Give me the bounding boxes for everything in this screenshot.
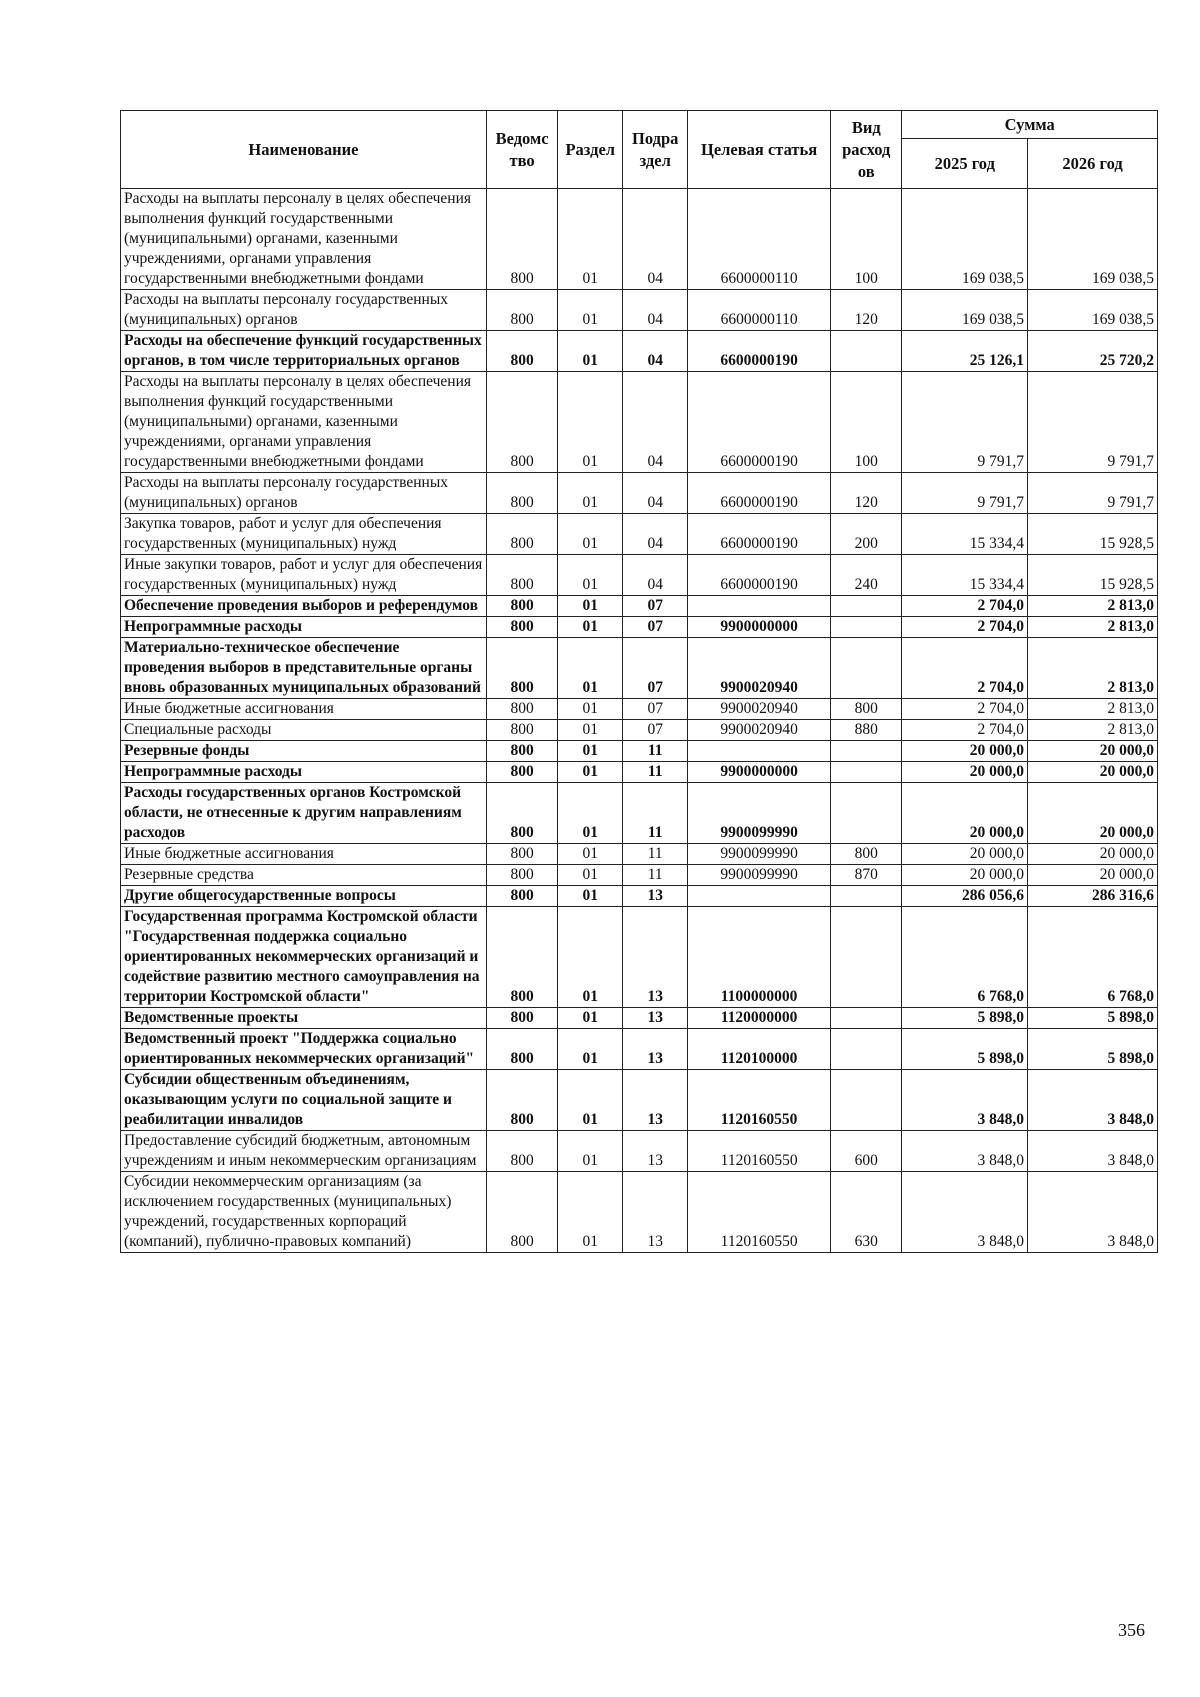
cell-vedomstvo: 800 [486, 865, 557, 886]
cell-razdel: 01 [558, 189, 623, 290]
cell-sum-2026: 3 848,0 [1028, 1131, 1158, 1172]
cell-sum-2025: 5 898,0 [902, 1029, 1028, 1070]
cell-tselevaya-statya: 1120160550 [688, 1172, 831, 1253]
cell-name: Расходы на выплаты персоналу в целях обеспечения выполнения функций государственными (муниципальными) органами, казенными учреждениями, органами управления государственными внебюджетными фондами [121, 372, 487, 473]
cell-sum-2025: 3 848,0 [902, 1172, 1028, 1253]
cell-tselevaya-statya: 1120160550 [688, 1131, 831, 1172]
cell-tselevaya-statya: 1120100000 [688, 1029, 831, 1070]
cell-name: Субсидии общественным объединениям, оказывающим услуги по социальной защите и реабилитации инвалидов [121, 1070, 487, 1131]
cell-razdel: 01 [558, 638, 623, 699]
table-body [121, 189, 1158, 1253]
cell-tselevaya-statya: 1120000000 [688, 1008, 831, 1029]
cell-vid-raskhodov: 630 [831, 1172, 902, 1253]
cell-tselevaya-statya: 9900000000 [688, 617, 831, 638]
cell-sum-2025: 9 791,7 [902, 473, 1028, 514]
cell-name: Иные бюджетные ассигнования [121, 699, 487, 720]
table-row [121, 886, 1158, 907]
table-row [121, 1131, 1158, 1172]
table-row [121, 596, 1158, 617]
table-row [121, 638, 1158, 699]
cell-vid-raskhodov [831, 596, 902, 617]
cell-name: Иные бюджетные ассигнования [121, 844, 487, 865]
cell-vedomstvo: 800 [486, 1070, 557, 1131]
cell-sum-2026: 20 000,0 [1028, 783, 1158, 844]
cell-sum-2026: 9 791,7 [1028, 372, 1158, 473]
cell-sum-2026: 169 038,5 [1028, 189, 1158, 290]
cell-razdel: 01 [558, 1172, 623, 1253]
cell-podrazdel: 04 [623, 473, 688, 514]
cell-name: Обеспечение проведения выборов и референдумов [121, 596, 487, 617]
cell-vid-raskhodov [831, 638, 902, 699]
cell-razdel: 01 [558, 886, 623, 907]
cell-vid-raskhodov [831, 886, 902, 907]
cell-sum-2025: 20 000,0 [902, 783, 1028, 844]
header-razdel: Раздел [558, 111, 623, 189]
cell-name: Резервные средства [121, 865, 487, 886]
cell-sum-2026: 9 791,7 [1028, 473, 1158, 514]
cell-vedomstvo: 800 [486, 555, 557, 596]
cell-razdel: 01 [558, 617, 623, 638]
cell-sum-2025: 2 704,0 [902, 720, 1028, 741]
cell-razdel: 01 [558, 783, 623, 844]
cell-razdel: 01 [558, 331, 623, 372]
cell-vedomstvo: 800 [486, 638, 557, 699]
cell-vedomstvo: 800 [486, 514, 557, 555]
cell-sum-2025: 169 038,5 [902, 290, 1028, 331]
cell-tselevaya-statya: 9900020940 [688, 699, 831, 720]
cell-sum-2025: 2 704,0 [902, 617, 1028, 638]
table-row [121, 555, 1158, 596]
table-row [121, 372, 1158, 473]
cell-tselevaya-statya: 9900020940 [688, 720, 831, 741]
cell-razdel: 01 [558, 290, 623, 331]
header-vid-raskhodov: Вид расход ов [831, 111, 902, 189]
cell-sum-2025: 20 000,0 [902, 844, 1028, 865]
cell-name: Предоставление субсидий бюджетным, автономным учреждениям и иным некоммерческим организациям [121, 1131, 487, 1172]
cell-podrazdel: 04 [623, 189, 688, 290]
cell-name: Непрограммные расходы [121, 762, 487, 783]
cell-razdel: 01 [558, 762, 623, 783]
table-row [121, 189, 1158, 290]
cell-razdel: 01 [558, 1070, 623, 1131]
cell-vid-raskhodov: 100 [831, 372, 902, 473]
cell-podrazdel: 07 [623, 720, 688, 741]
cell-sum-2025: 3 848,0 [902, 1070, 1028, 1131]
cell-podrazdel: 11 [623, 844, 688, 865]
cell-tselevaya-statya: 1100000000 [688, 907, 831, 1008]
cell-podrazdel: 11 [623, 783, 688, 844]
cell-name: Материально-техническое обеспечение проведения выборов в представительные органы вновь образованных муниципальных образований [121, 638, 487, 699]
header-name: Наименование [121, 111, 487, 189]
cell-sum-2026: 2 813,0 [1028, 720, 1158, 741]
cell-tselevaya-statya: 9900099990 [688, 844, 831, 865]
cell-tselevaya-statya: 9900099990 [688, 783, 831, 844]
cell-vedomstvo: 800 [486, 1172, 557, 1253]
cell-vid-raskhodov [831, 783, 902, 844]
cell-sum-2026: 20 000,0 [1028, 844, 1158, 865]
table-row [121, 1172, 1158, 1253]
cell-tselevaya-statya: 6600000190 [688, 331, 831, 372]
cell-vid-raskhodov [831, 1070, 902, 1131]
cell-sum-2025: 20 000,0 [902, 865, 1028, 886]
cell-razdel: 01 [558, 844, 623, 865]
cell-tselevaya-statya: 1120160550 [688, 1070, 831, 1131]
cell-podrazdel: 11 [623, 741, 688, 762]
cell-podrazdel: 11 [623, 762, 688, 783]
cell-sum-2025: 6 768,0 [902, 907, 1028, 1008]
cell-vid-raskhodov [831, 907, 902, 1008]
cell-vid-raskhodov: 870 [831, 865, 902, 886]
cell-podrazdel: 13 [623, 1029, 688, 1070]
cell-tselevaya-statya: 6600000110 [688, 189, 831, 290]
cell-razdel: 01 [558, 372, 623, 473]
cell-sum-2026: 15 928,5 [1028, 555, 1158, 596]
cell-podrazdel: 13 [623, 1172, 688, 1253]
cell-vedomstvo: 800 [486, 1008, 557, 1029]
cell-vid-raskhodov: 120 [831, 290, 902, 331]
cell-razdel: 01 [558, 473, 623, 514]
cell-podrazdel: 04 [623, 290, 688, 331]
cell-vedomstvo: 800 [486, 741, 557, 762]
header-summa: Сумма [902, 111, 1158, 139]
cell-sum-2026: 2 813,0 [1028, 638, 1158, 699]
cell-name: Расходы на выплаты персоналу государственных (муниципальных) органов [121, 290, 487, 331]
cell-sum-2026: 15 928,5 [1028, 514, 1158, 555]
cell-vedomstvo: 800 [486, 331, 557, 372]
cell-podrazdel: 07 [623, 699, 688, 720]
cell-razdel: 01 [558, 596, 623, 617]
cell-vid-raskhodov [831, 617, 902, 638]
cell-vedomstvo: 800 [486, 844, 557, 865]
table-row [121, 699, 1158, 720]
cell-vid-raskhodov: 240 [831, 555, 902, 596]
table-row [121, 514, 1158, 555]
cell-razdel: 01 [558, 514, 623, 555]
cell-razdel: 01 [558, 741, 623, 762]
cell-sum-2026: 3 848,0 [1028, 1172, 1158, 1253]
cell-tselevaya-statya [688, 741, 831, 762]
cell-vedomstvo: 800 [486, 720, 557, 741]
cell-sum-2025: 15 334,4 [902, 555, 1028, 596]
cell-tselevaya-statya: 6600000110 [688, 290, 831, 331]
cell-sum-2026: 2 813,0 [1028, 699, 1158, 720]
cell-name: Специальные расходы [121, 720, 487, 741]
cell-podrazdel: 07 [623, 638, 688, 699]
table-row [121, 1029, 1158, 1070]
cell-sum-2025: 20 000,0 [902, 762, 1028, 783]
cell-sum-2025: 20 000,0 [902, 741, 1028, 762]
cell-razdel: 01 [558, 1029, 623, 1070]
cell-sum-2025: 9 791,7 [902, 372, 1028, 473]
cell-vedomstvo: 800 [486, 596, 557, 617]
table-row [121, 331, 1158, 372]
header-2025: 2025 год [902, 139, 1028, 189]
cell-sum-2026: 5 898,0 [1028, 1008, 1158, 1029]
table-row [121, 907, 1158, 1008]
table-row [121, 783, 1158, 844]
cell-podrazdel: 13 [623, 907, 688, 1008]
cell-sum-2025: 2 704,0 [902, 699, 1028, 720]
cell-name: Иные закупки товаров, работ и услуг для обеспечения государственных (муниципальных) нужд [121, 555, 487, 596]
cell-sum-2025: 15 334,4 [902, 514, 1028, 555]
cell-name: Расходы на обеспечение функций государственных органов, в том числе территориальных органов [121, 331, 487, 372]
cell-name: Ведомственный проект "Поддержка социально ориентированных некоммерческих организаций" [121, 1029, 487, 1070]
cell-vid-raskhodov: 120 [831, 473, 902, 514]
cell-sum-2025: 169 038,5 [902, 189, 1028, 290]
cell-razdel: 01 [558, 720, 623, 741]
cell-tselevaya-statya: 6600000190 [688, 514, 831, 555]
table-row [121, 741, 1158, 762]
cell-sum-2026: 20 000,0 [1028, 741, 1158, 762]
cell-tselevaya-statya: 6600000190 [688, 372, 831, 473]
cell-razdel: 01 [558, 1131, 623, 1172]
cell-podrazdel: 13 [623, 886, 688, 907]
cell-vedomstvo: 800 [486, 290, 557, 331]
cell-podrazdel: 07 [623, 617, 688, 638]
cell-vedomstvo: 800 [486, 783, 557, 844]
cell-vid-raskhodov: 100 [831, 189, 902, 290]
cell-vedomstvo: 800 [486, 1029, 557, 1070]
cell-vedomstvo: 800 [486, 907, 557, 1008]
cell-sum-2025: 25 126,1 [902, 331, 1028, 372]
cell-name: Расходы государственных органов Костромской области, не отнесенные к другим направлениям расходов [121, 783, 487, 844]
budget-table [120, 110, 1158, 1253]
cell-name: Другие общегосударственные вопросы [121, 886, 487, 907]
cell-name: Расходы на выплаты персоналу государственных (муниципальных) органов [121, 473, 487, 514]
cell-podrazdel: 04 [623, 514, 688, 555]
cell-vid-raskhodov: 200 [831, 514, 902, 555]
cell-sum-2026: 169 038,5 [1028, 290, 1158, 331]
cell-tselevaya-statya [688, 596, 831, 617]
cell-name: Ведомственные проекты [121, 1008, 487, 1029]
cell-tselevaya-statya: 9900020940 [688, 638, 831, 699]
cell-vedomstvo: 800 [486, 189, 557, 290]
cell-razdel: 01 [558, 1008, 623, 1029]
cell-tselevaya-statya: 9900000000 [688, 762, 831, 783]
cell-vedomstvo: 800 [486, 617, 557, 638]
cell-vedomstvo: 800 [486, 473, 557, 514]
cell-vedomstvo: 800 [486, 762, 557, 783]
table-row [121, 1008, 1158, 1029]
cell-podrazdel: 13 [623, 1008, 688, 1029]
cell-sum-2026: 3 848,0 [1028, 1070, 1158, 1131]
table-row [121, 1070, 1158, 1131]
cell-sum-2025: 2 704,0 [902, 596, 1028, 617]
header-tselevaya-statya: Целевая статья [688, 111, 831, 189]
cell-name: Резервные фонды [121, 741, 487, 762]
table-row [121, 844, 1158, 865]
table-row [121, 865, 1158, 886]
cell-podrazdel: 04 [623, 331, 688, 372]
cell-vedomstvo: 800 [486, 699, 557, 720]
cell-name: Государственная программа Костромской области "Государственная поддержка социально ориентированных некоммерческих организаций и содействие развитию местного самоуправления на территории Костромской области" [121, 907, 487, 1008]
cell-vid-raskhodov: 880 [831, 720, 902, 741]
cell-razdel: 01 [558, 699, 623, 720]
table-row [121, 617, 1158, 638]
table-row [121, 720, 1158, 741]
cell-sum-2026: 20 000,0 [1028, 865, 1158, 886]
cell-vid-raskhodov [831, 331, 902, 372]
cell-podrazdel: 13 [623, 1070, 688, 1131]
cell-sum-2026: 2 813,0 [1028, 596, 1158, 617]
cell-vid-raskhodov [831, 1029, 902, 1070]
cell-podrazdel: 04 [623, 372, 688, 473]
cell-vid-raskhodov [831, 741, 902, 762]
table-row [121, 290, 1158, 331]
cell-vid-raskhodov [831, 1008, 902, 1029]
cell-vid-raskhodov: 800 [831, 844, 902, 865]
cell-tselevaya-statya [688, 886, 831, 907]
cell-sum-2025: 5 898,0 [902, 1008, 1028, 1029]
table-row [121, 762, 1158, 783]
page-number: 356 [1118, 1620, 1145, 1640]
cell-vedomstvo: 800 [486, 372, 557, 473]
cell-name: Субсидии некоммерческим организациям (за исключением государственных (муниципальных) учреждений, государственных корпораций (компаний), публично-правовых компаний) [121, 1172, 487, 1253]
cell-sum-2026: 286 316,6 [1028, 886, 1158, 907]
header-podrazdel: Подра здел [623, 111, 688, 189]
cell-name: Закупка товаров, работ и услуг для обеспечения государственных (муниципальных) нужд [121, 514, 487, 555]
cell-sum-2025: 3 848,0 [902, 1131, 1028, 1172]
document-page [120, 110, 1158, 1253]
cell-sum-2025: 2 704,0 [902, 638, 1028, 699]
cell-razdel: 01 [558, 865, 623, 886]
cell-vedomstvo: 800 [486, 886, 557, 907]
header-2026: 2026 год [1028, 139, 1158, 189]
cell-vid-raskhodov: 800 [831, 699, 902, 720]
cell-sum-2026: 20 000,0 [1028, 762, 1158, 783]
cell-podrazdel: 13 [623, 1131, 688, 1172]
cell-sum-2026: 25 720,2 [1028, 331, 1158, 372]
cell-sum-2026: 6 768,0 [1028, 907, 1158, 1008]
cell-tselevaya-statya: 9900099990 [688, 865, 831, 886]
cell-sum-2025: 286 056,6 [902, 886, 1028, 907]
cell-podrazdel: 04 [623, 555, 688, 596]
cell-name: Непрограммные расходы [121, 617, 487, 638]
cell-razdel: 01 [558, 907, 623, 1008]
header-vedomstvo: Ведомс тво [486, 111, 557, 189]
cell-podrazdel: 07 [623, 596, 688, 617]
table-row [121, 473, 1158, 514]
cell-sum-2026: 2 813,0 [1028, 617, 1158, 638]
table-header [121, 111, 1158, 189]
cell-sum-2026: 5 898,0 [1028, 1029, 1158, 1070]
cell-vid-raskhodov [831, 762, 902, 783]
cell-razdel: 01 [558, 555, 623, 596]
cell-tselevaya-statya: 6600000190 [688, 473, 831, 514]
cell-vid-raskhodov: 600 [831, 1131, 902, 1172]
cell-name: Расходы на выплаты персоналу в целях обеспечения выполнения функций государственными (муниципальными) органами, казенными учреждениями, органами управления государственными внебюджетными фондами [121, 189, 487, 290]
cell-podrazdel: 11 [623, 865, 688, 886]
cell-vedomstvo: 800 [486, 1131, 557, 1172]
cell-tselevaya-statya: 6600000190 [688, 555, 831, 596]
